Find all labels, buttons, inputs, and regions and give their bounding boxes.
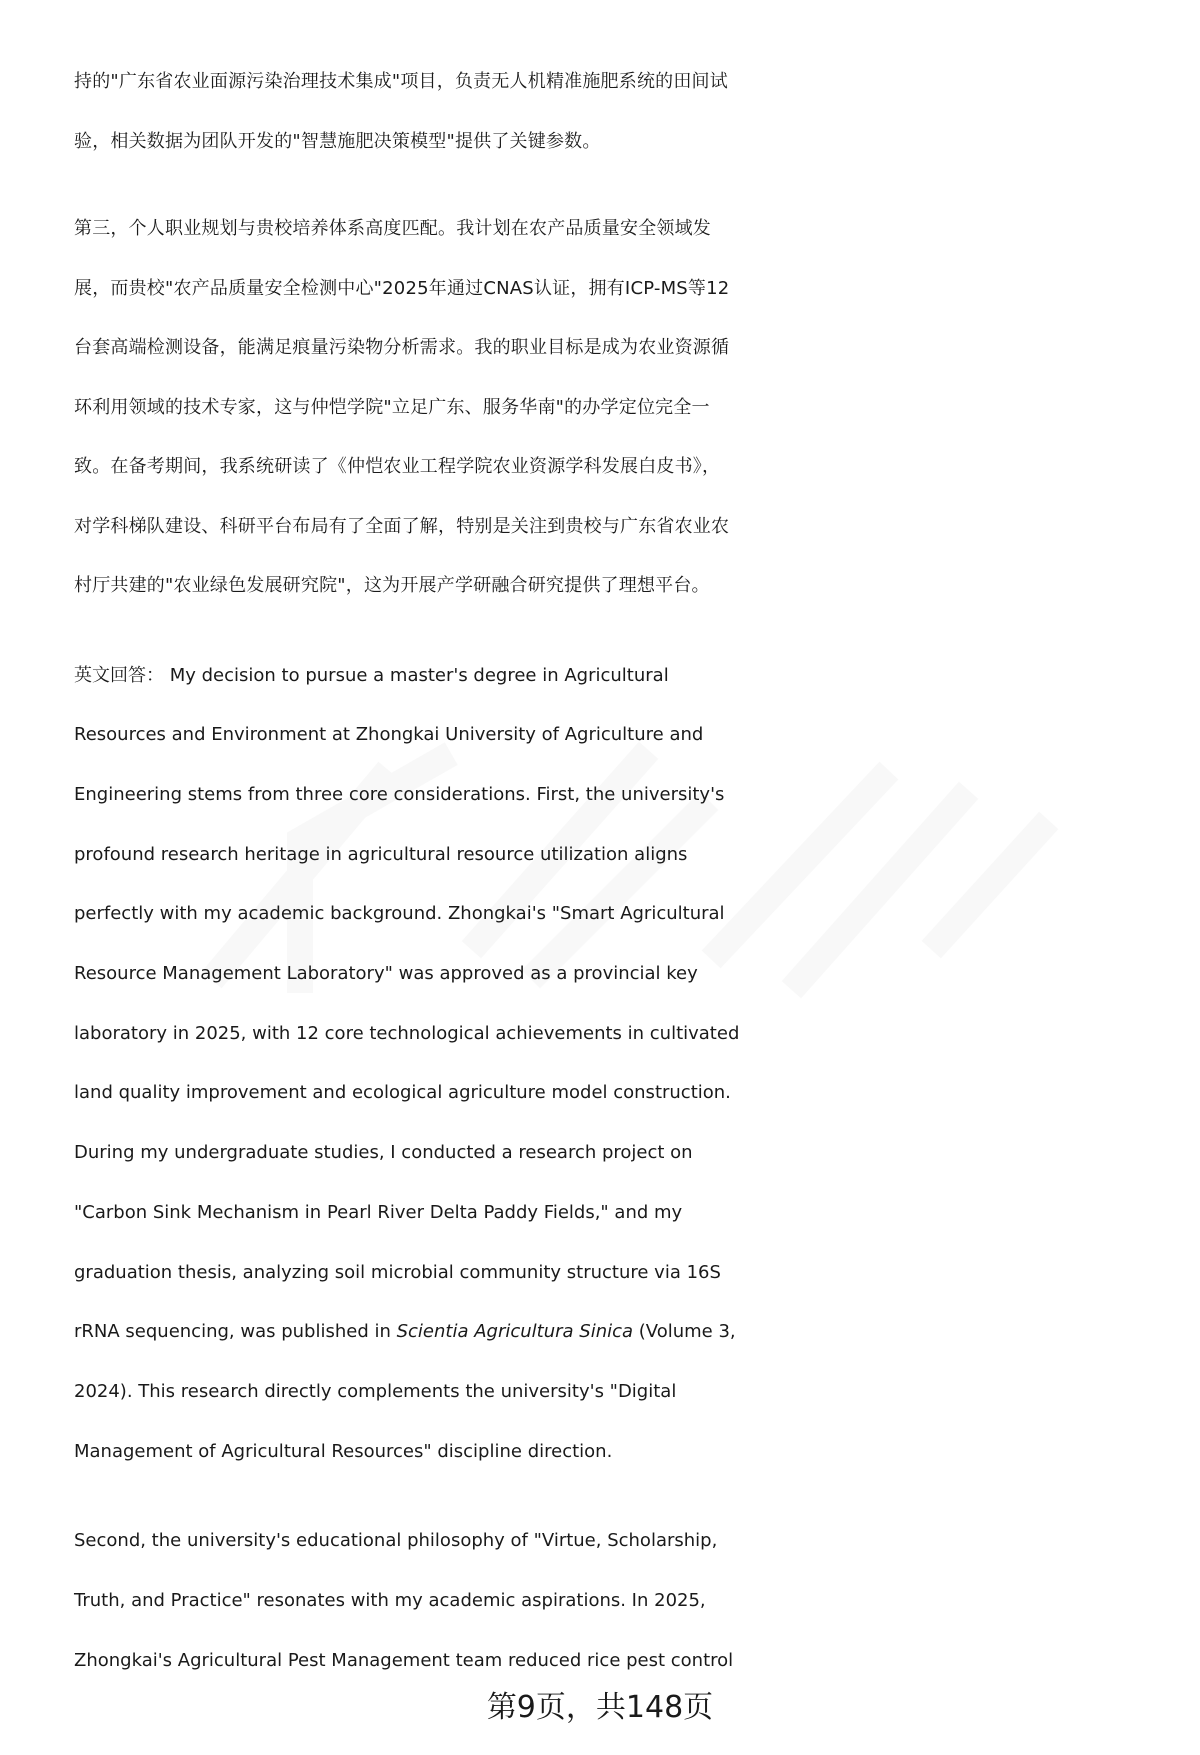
text-line: profound research heritage in agricultural resource utilization aligns <box>74 843 688 865</box>
text-segment: (Volume 3, <box>633 1321 736 1343</box>
text-line: 展，而贵校"农产品质量安全检测中心"2025年通过CNAS认证，拥有ICP-MS等12 <box>74 277 730 299</box>
text-line: 环利用领域的技术专家，这与仲恺学院"立足广东、服务华南"的办学定位完全一 <box>74 396 710 418</box>
paragraph-1 <box>74 52 1154 171</box>
text-line: 持的"广东省农业面源污染治理技术集成"项目，负责无人机精准施肥系统的田间试 <box>74 71 728 92</box>
page-number-footer: 第9页，共148页 <box>486 1690 714 1725</box>
paragraph-spacer <box>74 616 1154 646</box>
text-line: Truth, and Practice" resonates with my academic aspirations. In 2025, <box>74 1590 706 1612</box>
text-line: Engineering stems from three core considerations. First, the university's <box>74 783 725 805</box>
text-line: 村厅共建的"农业绿色发展研究院"，这为开展产学研融合研究提供了理想平台。 <box>74 575 710 596</box>
text-line: 2024). This research directly complements the university's "Digital <box>74 1380 677 1402</box>
paragraph-spacer <box>74 1481 1154 1511</box>
text-line: 致。在备考期间，我系统研读了《仲恺农业工程学院农业资源学科发展白皮书》， <box>74 456 721 477</box>
text-line: Resources and Environment at Zhongkai University of Agriculture and <box>74 724 704 746</box>
text-line: During my undergraduate studies, I conducted a research project on <box>74 1142 693 1164</box>
document-body <box>74 52 1154 1690</box>
paragraph-3 <box>74 646 1154 1482</box>
text-line: 第三，个人职业规划与贵校培养体系高度匹配。我计划在农产品质量安全领域发 <box>74 218 711 239</box>
text-line: land quality improvement and ecological agriculture model construction. <box>74 1082 731 1104</box>
paragraph-2 <box>74 199 1154 616</box>
text-line: Resource Management Laboratory" was approved as a provincial key <box>74 963 698 985</box>
text-line: 验，相关数据为团队开发的"智慧施肥决策模型"提供了关键参数。 <box>74 130 601 152</box>
paragraph-4 <box>74 1511 1154 1690</box>
text-line: "Carbon Sink Mechanism in Pearl River Delta Paddy Fields," and my <box>74 1201 683 1223</box>
paragraph-spacer <box>74 171 1154 199</box>
text-line-with-italic <box>74 1302 1154 1362</box>
text-line: Zhongkai's Agricultural Pest Management team reduced rice pest control <box>74 1649 734 1671</box>
text-segment: rRNA sequencing, was published in <box>74 1321 397 1343</box>
text-line: laboratory in 2025, with 12 core technological achievements in cultivated <box>74 1022 740 1044</box>
journal-title: Scientia Agricultura Sinica <box>396 1321 634 1343</box>
text-line: 台套高端检测设备，能满足痕量污染物分析需求。我的职业目标是成为农业资源循 <box>74 337 730 358</box>
text-line: Second, the university's educational philosophy of "Virtue, Scholarship, <box>74 1530 718 1552</box>
text-line: perfectly with my academic background. Zhongkai's "Smart Agricultural <box>74 903 725 925</box>
text-line: 对学科梯队建设、科研平台布局有了全面了解，特别是关注到贵校与广东省农业农 <box>74 515 730 537</box>
text-line: 英文回答： My decision to pursue a master's degree in Agricultural <box>74 664 669 686</box>
text-line: graduation thesis, analyzing soil microbial community structure via 16S <box>74 1261 721 1283</box>
text-line: Management of Agricultural Resources" discipline direction. <box>74 1440 613 1462</box>
